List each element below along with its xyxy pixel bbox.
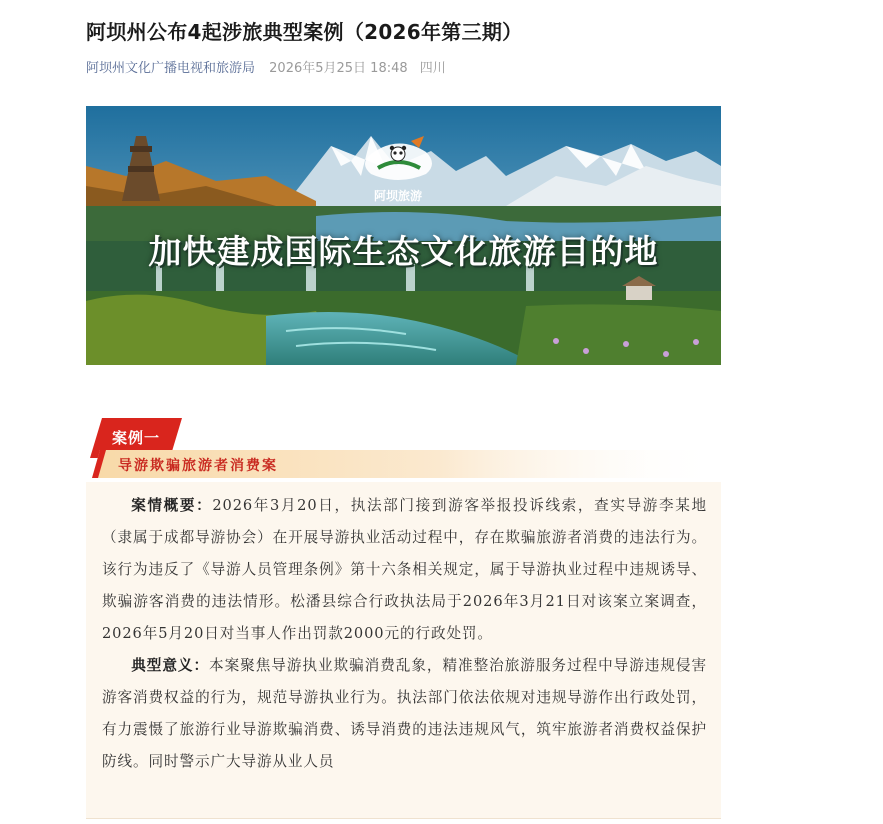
banner-headline: 加快建成国际生态文化旅游目的地 <box>148 232 659 271</box>
significance-text: 本案聚焦导游执业欺骗消费乱象，精准整治旅游服务过程中导游违规侵害游客消费权益的行为，规范导游执业行为。执法部门依法依规对违规导游作出行政处罚，有力震慑了旅游行业导游欺骗消费、诱导消费的违法违规风气，筑牢旅游者消费权益保护防线。同时警示广大导游从业人员 <box>102 657 707 770</box>
case-content <box>86 482 721 819</box>
overview-text: 2026年3月20日，执法部门接到游客举报投诉线索，查实导游李某地（隶属于成都导游协会）在开展导游执业活动过程中，存在欺骗旅游者消费的违法行为。该行为违反了《导游人员管理条例》第十六条相关规定，属于导游执业过程中违规诱导、欺骗游客消费的违法情形。松潘县综合行政执法局于2026年3月21日对该案立案调查，2026年5月20日对当事人作出罚款2000元的行政处罚。 <box>102 497 707 642</box>
publish-date: 2026年5月25日 18:48 <box>269 61 408 76</box>
case-subtitle: 导游欺骗旅游者消费案 <box>118 458 278 474</box>
banner-logo-text: 阿坝旅游 <box>373 189 423 203</box>
case-subtitle-bar <box>92 450 722 478</box>
article-meta <box>86 57 446 76</box>
publish-location: 四川 <box>419 61 446 76</box>
overview-label: 案情概要： <box>131 497 213 514</box>
significance-label: 典型意义： <box>131 657 210 674</box>
case-significance <box>86 650 721 778</box>
author-link[interactable]: 阿坝州文化广播电视和旅游局 <box>86 61 256 76</box>
banner-image <box>86 106 721 365</box>
case-overview <box>86 482 721 650</box>
article-title: 阿坝州公布4起涉旅典型案例（2026年第三期） <box>86 20 523 44</box>
case-tag-label: 案例一 <box>111 429 160 447</box>
